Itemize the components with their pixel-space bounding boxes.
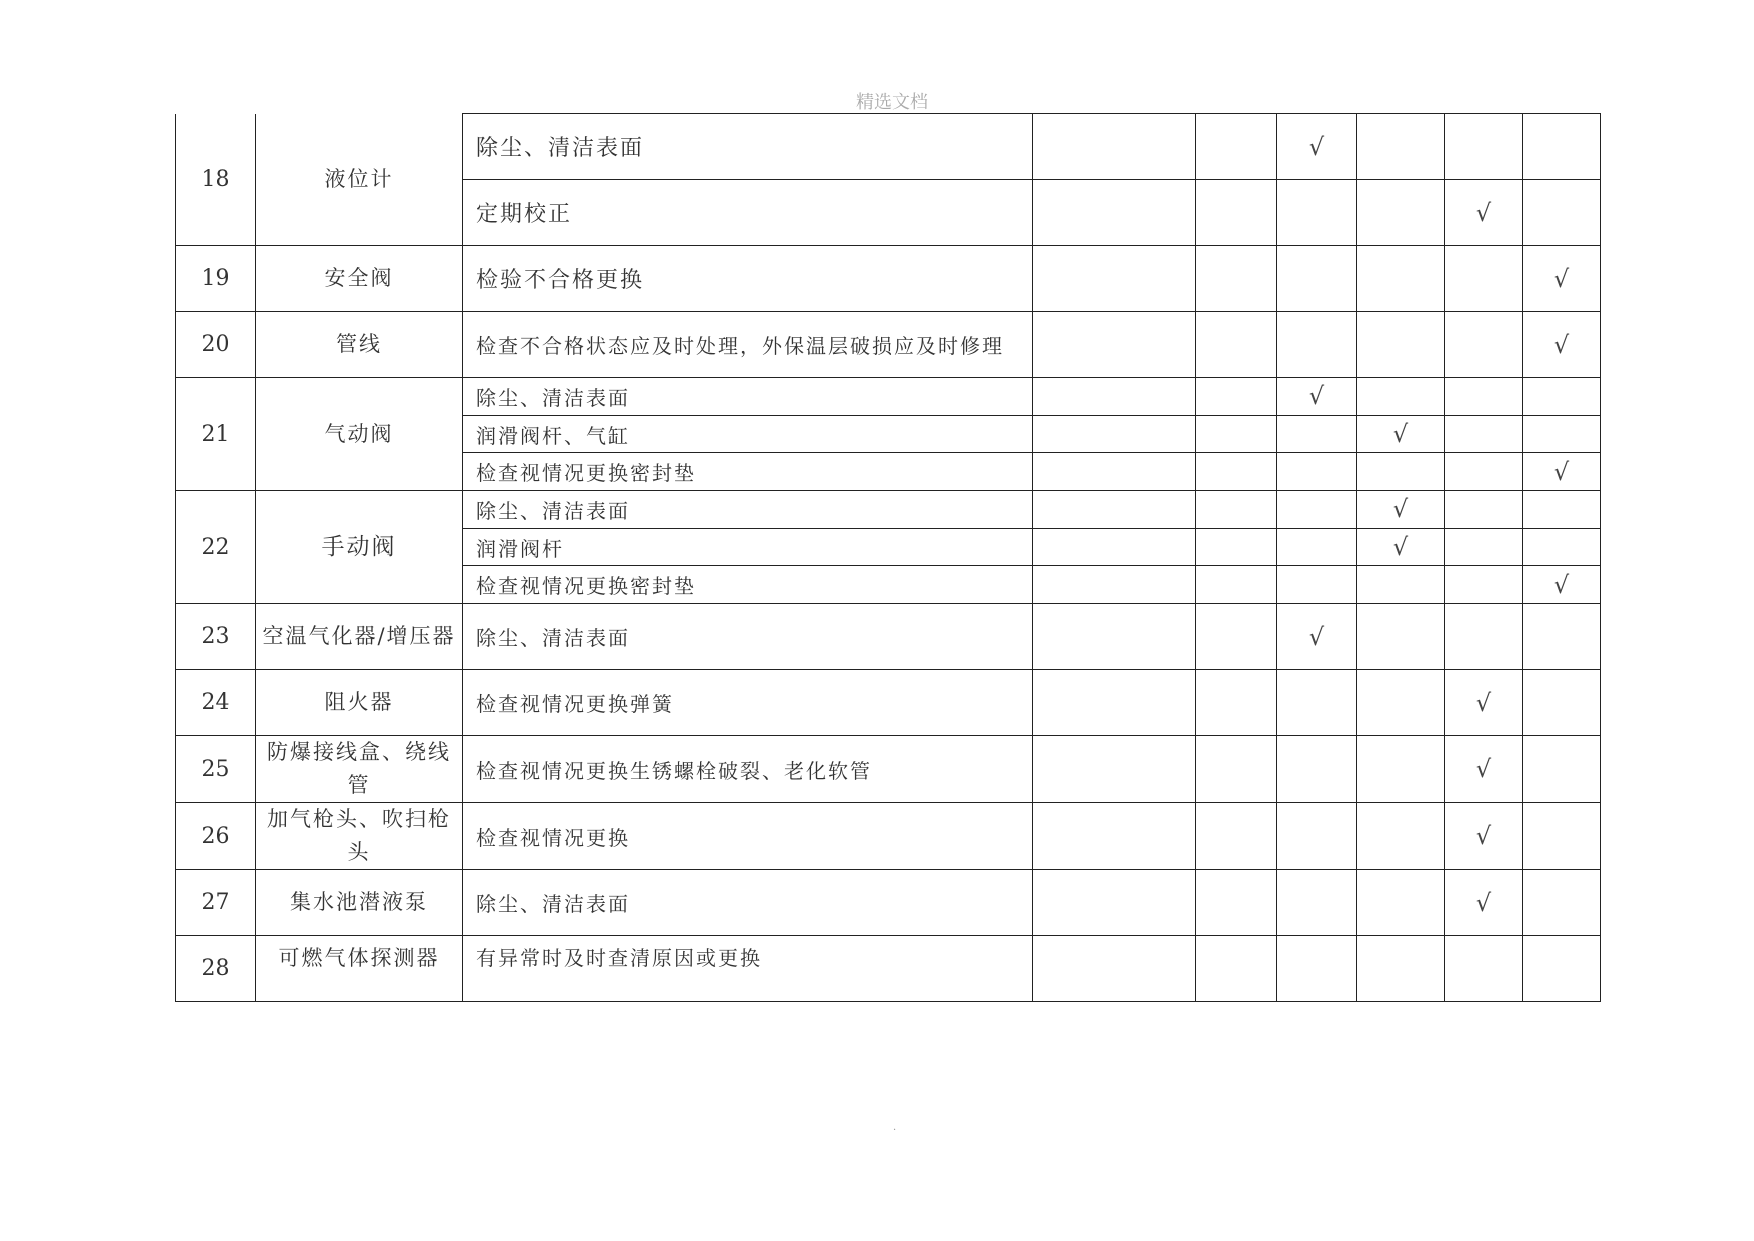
empty-cell bbox=[1196, 246, 1277, 312]
equipment-name: 集水池潜液泵 bbox=[256, 870, 463, 936]
empty-cell bbox=[1523, 180, 1601, 246]
task-text: 除尘、清洁表面 bbox=[463, 604, 1033, 670]
empty-cell bbox=[1357, 936, 1445, 1002]
empty-cell bbox=[1033, 604, 1196, 670]
task-text: 润滑阀杆、气缸 bbox=[463, 415, 1033, 453]
empty-cell bbox=[1033, 936, 1196, 1002]
row-number: 18 bbox=[176, 114, 256, 246]
empty-cell bbox=[1196, 803, 1277, 870]
check-mark: √ bbox=[1277, 604, 1357, 670]
empty-cell bbox=[1523, 604, 1601, 670]
empty-cell bbox=[1357, 803, 1445, 870]
equipment-name: 手动阀 bbox=[256, 491, 463, 604]
empty-cell bbox=[1196, 491, 1277, 529]
empty-cell bbox=[1445, 528, 1523, 566]
empty-cell bbox=[1033, 180, 1196, 246]
table-row bbox=[176, 670, 1601, 736]
empty-cell bbox=[1033, 736, 1196, 803]
equipment-name: 安全阀 bbox=[256, 246, 463, 312]
task-text: 检验不合格更换 bbox=[463, 246, 1033, 312]
equipment-name: 可燃气体探测器 bbox=[256, 936, 463, 1002]
row-number: 23 bbox=[176, 604, 256, 670]
check-mark: √ bbox=[1357, 491, 1445, 529]
empty-cell bbox=[1445, 246, 1523, 312]
table-row bbox=[176, 604, 1601, 670]
equipment-name: 液位计 bbox=[256, 114, 463, 246]
empty-cell bbox=[1277, 936, 1357, 1002]
empty-cell bbox=[1196, 736, 1277, 803]
empty-cell bbox=[1196, 936, 1277, 1002]
table-row bbox=[176, 491, 1601, 529]
row-number: 26 bbox=[176, 803, 256, 870]
empty-cell bbox=[1277, 528, 1357, 566]
task-text: 除尘、清洁表面 bbox=[463, 870, 1033, 936]
check-mark: √ bbox=[1445, 736, 1523, 803]
task-text: 除尘、清洁表面 bbox=[463, 114, 1033, 180]
empty-cell bbox=[1357, 870, 1445, 936]
empty-cell bbox=[1277, 870, 1357, 936]
task-text: 定期校正 bbox=[463, 180, 1033, 246]
empty-cell bbox=[1277, 736, 1357, 803]
table-row bbox=[176, 246, 1601, 312]
empty-cell bbox=[1196, 453, 1277, 491]
empty-cell bbox=[1196, 604, 1277, 670]
check-mark: √ bbox=[1523, 312, 1601, 378]
empty-cell bbox=[1523, 114, 1601, 180]
empty-cell bbox=[1523, 491, 1601, 529]
empty-cell bbox=[1196, 528, 1277, 566]
empty-cell bbox=[1196, 870, 1277, 936]
equipment-name: 加气枪头、吹扫枪头 bbox=[256, 803, 463, 870]
table-row bbox=[176, 312, 1601, 378]
empty-cell bbox=[1445, 566, 1523, 604]
empty-cell bbox=[1445, 936, 1523, 1002]
empty-cell bbox=[1523, 870, 1601, 936]
empty-cell bbox=[1033, 566, 1196, 604]
empty-cell bbox=[1445, 604, 1523, 670]
empty-cell bbox=[1033, 491, 1196, 529]
check-mark: √ bbox=[1445, 670, 1523, 736]
empty-cell bbox=[1445, 491, 1523, 529]
task-text: 润滑阀杆 bbox=[463, 528, 1033, 566]
check-mark: √ bbox=[1445, 803, 1523, 870]
empty-cell bbox=[1033, 803, 1196, 870]
equipment-name: 阻火器 bbox=[256, 670, 463, 736]
check-mark: √ bbox=[1445, 180, 1523, 246]
task-text: 除尘、清洁表面 bbox=[463, 491, 1033, 529]
table-row bbox=[176, 936, 1601, 1002]
empty-cell bbox=[1033, 453, 1196, 491]
empty-cell bbox=[1033, 312, 1196, 378]
empty-cell bbox=[1523, 736, 1601, 803]
table-row bbox=[176, 736, 1601, 803]
empty-cell bbox=[1033, 870, 1196, 936]
empty-cell bbox=[1523, 528, 1601, 566]
row-number: 19 bbox=[176, 246, 256, 312]
empty-cell bbox=[1196, 114, 1277, 180]
empty-cell bbox=[1357, 566, 1445, 604]
table-row bbox=[176, 114, 1601, 180]
empty-cell bbox=[1033, 528, 1196, 566]
empty-cell bbox=[1277, 566, 1357, 604]
check-mark: √ bbox=[1523, 566, 1601, 604]
empty-cell bbox=[1277, 803, 1357, 870]
equipment-name: 空温气化器/增压器 bbox=[256, 604, 463, 670]
row-number: 22 bbox=[176, 491, 256, 604]
table-row bbox=[176, 803, 1601, 870]
empty-cell bbox=[1277, 453, 1357, 491]
empty-cell bbox=[1277, 180, 1357, 246]
empty-cell bbox=[1445, 453, 1523, 491]
empty-cell bbox=[1445, 378, 1523, 416]
empty-cell bbox=[1357, 604, 1445, 670]
table-row bbox=[176, 378, 1601, 416]
empty-cell bbox=[1196, 566, 1277, 604]
row-number: 27 bbox=[176, 870, 256, 936]
empty-cell bbox=[1357, 246, 1445, 312]
equipment-name: 管线 bbox=[256, 312, 463, 378]
check-mark: √ bbox=[1277, 378, 1357, 416]
footer-mark: · bbox=[893, 1125, 897, 1136]
empty-cell bbox=[1357, 453, 1445, 491]
task-text: 有异常时及时查清原因或更换 bbox=[463, 936, 1033, 1002]
empty-cell bbox=[1277, 246, 1357, 312]
empty-cell bbox=[1357, 670, 1445, 736]
check-mark: √ bbox=[1357, 528, 1445, 566]
empty-cell bbox=[1523, 670, 1601, 736]
maintenance-table bbox=[175, 113, 1601, 1002]
check-mark: √ bbox=[1357, 415, 1445, 453]
row-number: 24 bbox=[176, 670, 256, 736]
empty-cell bbox=[1523, 936, 1601, 1002]
empty-cell bbox=[1357, 736, 1445, 803]
row-number: 21 bbox=[176, 378, 256, 491]
empty-cell bbox=[1357, 180, 1445, 246]
empty-cell bbox=[1196, 670, 1277, 736]
empty-cell bbox=[1357, 114, 1445, 180]
empty-cell bbox=[1196, 378, 1277, 416]
task-text: 检查视情况更换密封垫 bbox=[463, 566, 1033, 604]
check-mark: √ bbox=[1523, 453, 1601, 491]
check-mark: √ bbox=[1445, 870, 1523, 936]
task-text: 检查不合格状态应及时处理，外保温层破损应及时修理 bbox=[463, 312, 1033, 378]
empty-cell bbox=[1033, 670, 1196, 736]
empty-cell bbox=[1196, 415, 1277, 453]
empty-cell bbox=[1033, 378, 1196, 416]
row-number: 25 bbox=[176, 736, 256, 803]
empty-cell bbox=[1523, 803, 1601, 870]
header-watermark: 精选文档 bbox=[856, 92, 928, 113]
empty-cell bbox=[1523, 378, 1601, 416]
table-row bbox=[176, 870, 1601, 936]
empty-cell bbox=[1523, 415, 1601, 453]
task-text: 检查视情况更换弹簧 bbox=[463, 670, 1033, 736]
check-mark: √ bbox=[1523, 246, 1601, 312]
empty-cell bbox=[1033, 114, 1196, 180]
empty-cell bbox=[1357, 378, 1445, 416]
empty-cell bbox=[1445, 415, 1523, 453]
row-number: 28 bbox=[176, 936, 256, 1002]
check-mark: √ bbox=[1277, 114, 1357, 180]
equipment-name: 防爆接线盒、绕线管 bbox=[256, 736, 463, 803]
empty-cell bbox=[1445, 312, 1523, 378]
empty-cell bbox=[1277, 670, 1357, 736]
equipment-name: 气动阀 bbox=[256, 378, 463, 491]
task-text: 除尘、清洁表面 bbox=[463, 378, 1033, 416]
empty-cell bbox=[1277, 415, 1357, 453]
empty-cell bbox=[1033, 246, 1196, 312]
task-text: 检查视情况更换密封垫 bbox=[463, 453, 1033, 491]
empty-cell bbox=[1277, 312, 1357, 378]
empty-cell bbox=[1357, 312, 1445, 378]
task-text: 检查视情况更换生锈螺栓破裂、老化软管 bbox=[463, 736, 1033, 803]
empty-cell bbox=[1033, 415, 1196, 453]
empty-cell bbox=[1196, 180, 1277, 246]
empty-cell bbox=[1277, 491, 1357, 529]
row-number: 20 bbox=[176, 312, 256, 378]
empty-cell bbox=[1445, 114, 1523, 180]
empty-cell bbox=[1196, 312, 1277, 378]
task-text: 检查视情况更换 bbox=[463, 803, 1033, 870]
